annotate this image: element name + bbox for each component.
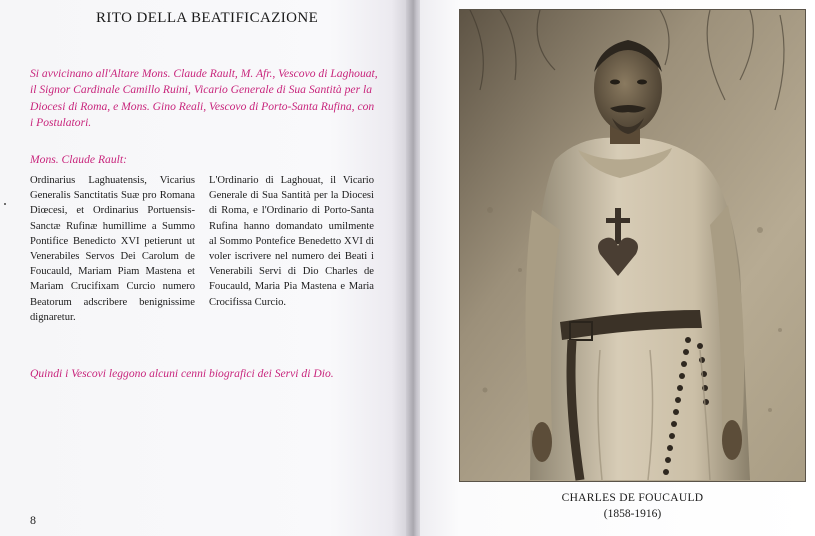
latin-text-column: Ordinarius Laghuatensis, Vicarius Generalis Sanctitatis Suæ pro Romana Diœcesi, et Ordinarius Portuensis-Sanctæ Rufinæ humillime a Summo Pontifice Benedicto XVI petierunt ut Venerabiles Servos Dei Carolum de Foucauld, Mariam Piam Mastena et Mariam Crucifixam Curcio numero Beatorum adscribere benignissime dignaretur.: [30, 175, 195, 323]
page-header: RITO DELLA BEATIFICAZIONE: [96, 10, 319, 26]
intro-rubric: Si avvicinano all'Altare Mons. Claude Rault, M. Afr., Vescovo di Laghouat, il Signor Cardinale Camillo Ruini, Vicario Generale di Sua Santità per la Diocesi di Roma, e Mons. Gino Reali, Vescovo di Porto-Santa Rufina, con i Postulatori.: [30, 67, 378, 130]
closing-rubric: Quindi i Vescovi leggono alcuni cenni biografici dei Servi di Dio.: [30, 367, 334, 380]
photo-caption-name: CHARLES DE FOUCAULD: [561, 492, 704, 504]
portrait-photo: [459, 9, 806, 482]
page-number: 8: [30, 513, 36, 527]
speaker-label: Mons. Claude Rault:: [30, 153, 127, 166]
photo-caption-years: (1858-1916): [603, 508, 662, 520]
stray-mark: [4, 203, 6, 205]
italian-text-column: L'Ordinario di Laghouat, il Vicario Generale di Sua Santità per la Diocesi di Roma, e l'Ordinario di Porto-Santa Rufina hanno domandato umilmente al Sommo Pontefice Benedetto XVI di voler iscrivere nel numero dei Beati i Venerabili Servi di Dio Charles de Foucauld, Maria Pia Mastena e Maria Crocifissa Curcio.: [209, 175, 374, 308]
